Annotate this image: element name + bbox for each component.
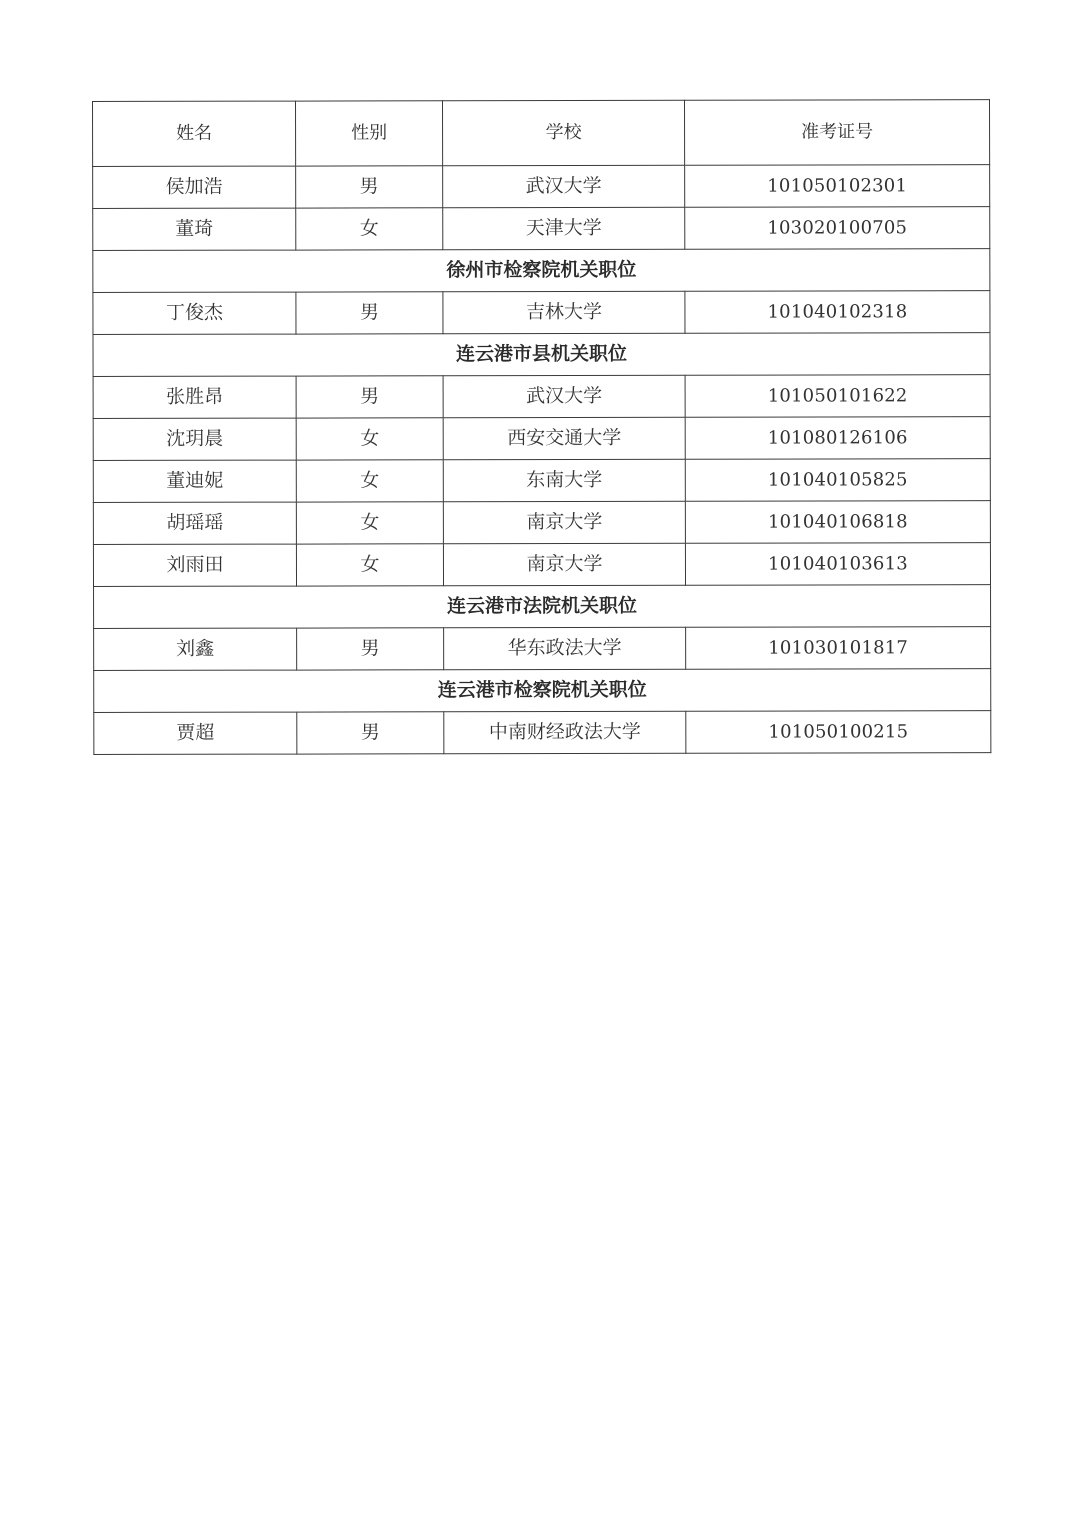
header-name: 姓名 bbox=[93, 101, 296, 166]
gender-cell: 女 bbox=[296, 418, 443, 460]
name-cell: 刘鑫 bbox=[94, 628, 297, 670]
name-cell: 丁俊杰 bbox=[93, 292, 296, 334]
table-row bbox=[94, 627, 991, 671]
header-school: 学校 bbox=[443, 100, 685, 166]
section-row bbox=[94, 585, 991, 629]
exam-id-cell: 101080126106 bbox=[685, 417, 990, 460]
table-row bbox=[93, 375, 990, 419]
name-cell: 沈玥晨 bbox=[93, 418, 296, 460]
gender-cell: 女 bbox=[296, 460, 443, 502]
section-row bbox=[94, 669, 991, 713]
table-row bbox=[94, 711, 991, 755]
school-cell: 武汉大学 bbox=[443, 165, 685, 208]
exam-id-cell: 101030101817 bbox=[686, 627, 991, 670]
name-cell: 贾超 bbox=[94, 712, 297, 754]
school-cell: 吉林大学 bbox=[443, 291, 685, 334]
school-cell: 西安交通大学 bbox=[443, 417, 685, 460]
table-row bbox=[93, 207, 990, 251]
table-row bbox=[93, 291, 990, 335]
roster-table bbox=[92, 99, 991, 755]
table-row bbox=[93, 459, 990, 503]
gender-cell: 男 bbox=[296, 292, 443, 334]
name-cell: 刘雨田 bbox=[93, 544, 296, 586]
name-cell: 董迪妮 bbox=[93, 460, 296, 502]
table-header bbox=[93, 100, 990, 167]
school-cell: 华东政法大学 bbox=[444, 627, 686, 670]
gender-cell: 男 bbox=[297, 628, 444, 670]
name-cell: 胡瑶瑶 bbox=[93, 502, 296, 544]
exam-id-cell: 101040106818 bbox=[685, 501, 990, 544]
exam-id-cell: 101040103613 bbox=[685, 543, 990, 586]
name-cell: 侯加浩 bbox=[93, 166, 296, 208]
gender-cell: 女 bbox=[296, 208, 443, 250]
school-cell: 东南大学 bbox=[443, 459, 685, 502]
exam-id-cell: 101040105825 bbox=[685, 459, 990, 502]
table-row bbox=[93, 543, 990, 587]
exam-id-cell: 101050101622 bbox=[685, 375, 990, 418]
header-gender: 性别 bbox=[296, 101, 443, 166]
section-row bbox=[93, 333, 990, 377]
header-exam-id: 准考证号 bbox=[684, 100, 989, 166]
school-cell: 武汉大学 bbox=[443, 375, 685, 418]
school-cell: 南京大学 bbox=[443, 543, 685, 586]
section-heading: 徐州市检察院机关职位 bbox=[93, 249, 990, 293]
name-cell: 董琦 bbox=[93, 208, 296, 250]
gender-cell: 女 bbox=[296, 502, 443, 544]
exam-id-cell: 101050102301 bbox=[685, 165, 990, 208]
table-row bbox=[93, 417, 990, 461]
exam-id-cell: 101040102318 bbox=[685, 291, 990, 334]
section-heading: 连云港市检察院机关职位 bbox=[94, 669, 991, 713]
header-row bbox=[93, 100, 990, 167]
gender-cell: 男 bbox=[296, 166, 443, 208]
school-cell: 天津大学 bbox=[443, 207, 685, 250]
section-heading: 连云港市法院机关职位 bbox=[94, 585, 991, 629]
gender-cell: 男 bbox=[296, 376, 443, 418]
gender-cell: 男 bbox=[297, 712, 444, 754]
table-body bbox=[93, 165, 991, 755]
section-row bbox=[93, 249, 990, 293]
table-row bbox=[93, 165, 990, 209]
school-cell: 南京大学 bbox=[443, 501, 685, 544]
gender-cell: 女 bbox=[296, 544, 443, 586]
section-heading: 连云港市县机关职位 bbox=[93, 333, 990, 377]
exam-id-cell: 103020100705 bbox=[685, 207, 990, 250]
name-cell: 张胜昂 bbox=[93, 376, 296, 418]
school-cell: 中南财经政法大学 bbox=[444, 711, 686, 754]
exam-id-cell: 101050100215 bbox=[686, 711, 991, 754]
table-row bbox=[93, 501, 990, 545]
